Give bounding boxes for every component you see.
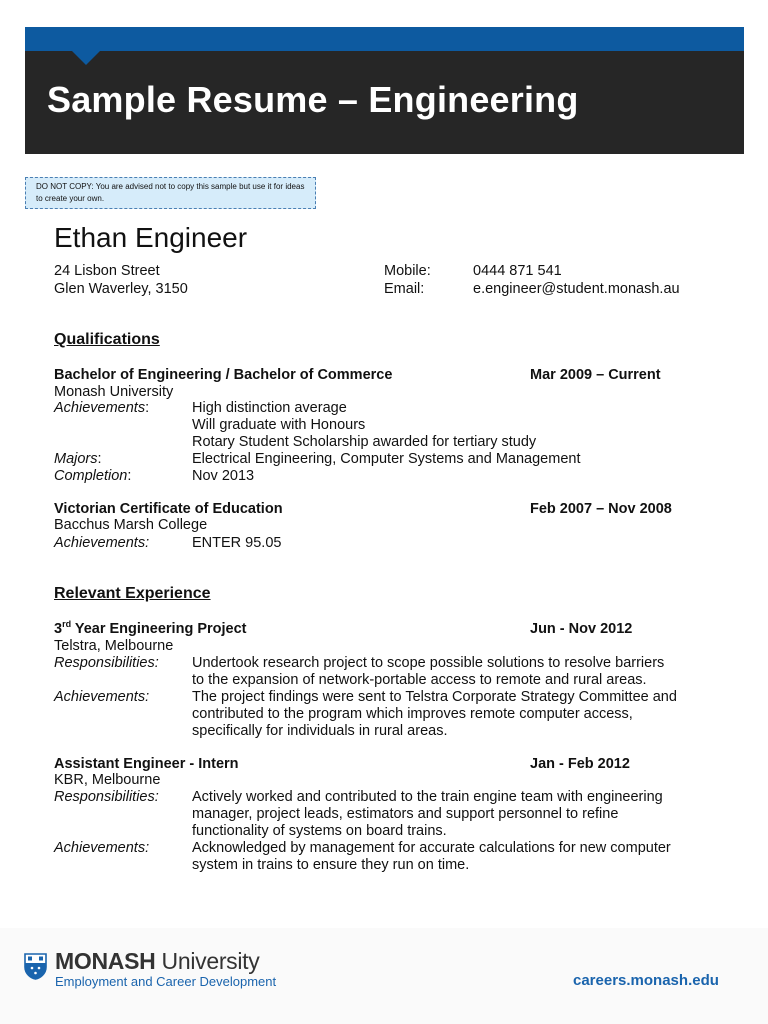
responsibility-line: to the expansion of network-portable access to remote and rural areas. [192,672,647,688]
mobile-value: 0444 871 541 [473,263,562,279]
experience-org: KBR, Melbourne [54,772,161,788]
do-not-copy-notice: DO NOT COPY: You are advised not to copy this sample but use it for ideas to create your own. [25,177,316,209]
qualification-title: Victorian Certificate of Education [54,501,283,517]
experience-dates: Jun - Nov 2012 [530,621,633,637]
achievement-line: The project findings were sent to Telstra Corporate Strategy Committee and [192,689,677,705]
responsibilities-label: Responsibilities: [54,789,159,805]
qualification-institution: Monash University [54,384,174,400]
header-accent-bar [25,27,744,51]
careers-url-link[interactable]: careers.monash.edu [573,972,719,989]
page-title: Sample Resume – Engineering [47,79,579,120]
completion-value: Nov 2013 [192,468,255,484]
achievements-label: Achievements: [54,689,150,705]
logo-subtitle: Employment and Career Development [55,974,277,989]
experience-org: Telstra, Melbourne [54,638,174,654]
responsibility-line: Undertook research project to scope possible solutions to resolve barriers [192,655,665,671]
completion-label: Completion: [54,468,132,484]
achievement-item: Rotary Student Scholarship awarded for tertiary study [192,434,537,450]
qualifications-heading: Qualifications [54,331,160,348]
achievement-line: contributed to the program which improves remote computer access, [192,706,633,722]
majors-label: Majors: [54,451,102,467]
qualification-title: Bachelor of Engineering / Bachelor of Commerce [54,367,393,383]
qualification-institution: Bacchus Marsh College [54,517,208,533]
qualification-dates: Feb 2007 – Nov 2008 [530,501,672,517]
mobile-label: Mobile: [384,263,431,279]
address-line-2: Glen Waverley, 3150 [54,281,188,297]
majors-value: Electrical Engineering, Computer Systems and Management [192,451,581,467]
qualification-dates: Mar 2009 – Current [530,367,661,383]
achievement-item: ENTER 95.05 [192,535,282,551]
achievement-item: High distinction average [192,400,347,416]
email-label: Email: [384,281,425,297]
achievement-line: system in trains to ensure they run on time. [192,857,470,873]
candidate-name: Ethan Engineer [54,222,248,253]
monash-shield-icon [24,953,47,980]
achievement-line: Acknowledged by management for accurate calculations for new computer [192,840,671,856]
responsibility-line: manager, project leads, estimators and support personnel to refine [192,806,619,822]
header-notch [71,50,101,65]
email-value: e.engineer@student.monash.au [473,281,680,297]
address-line-1: 24 Lisbon Street [54,263,160,279]
experience-title: 3rd Year Engineering Project [54,619,247,637]
monash-logo-text: MONASH University [55,948,260,974]
achievements-label: Achievements: [54,400,150,416]
responsibility-line: Actively worked and contributed to the train engine team with engineering [192,789,663,805]
responsibilities-label: Responsibilities: [54,655,159,671]
achievements-label: Achievements: [54,840,150,856]
achievement-item: Will graduate with Honours [192,417,366,433]
experience-dates: Jan - Feb 2012 [530,756,630,772]
achievements-label: Achievements: [54,535,150,551]
responsibility-line: functionality of systems on board trains. [192,823,447,839]
experience-heading: Relevant Experience [54,585,211,602]
achievement-line: specifically for individuals in rural areas. [192,723,448,739]
experience-title: Assistant Engineer - Intern [54,756,239,772]
